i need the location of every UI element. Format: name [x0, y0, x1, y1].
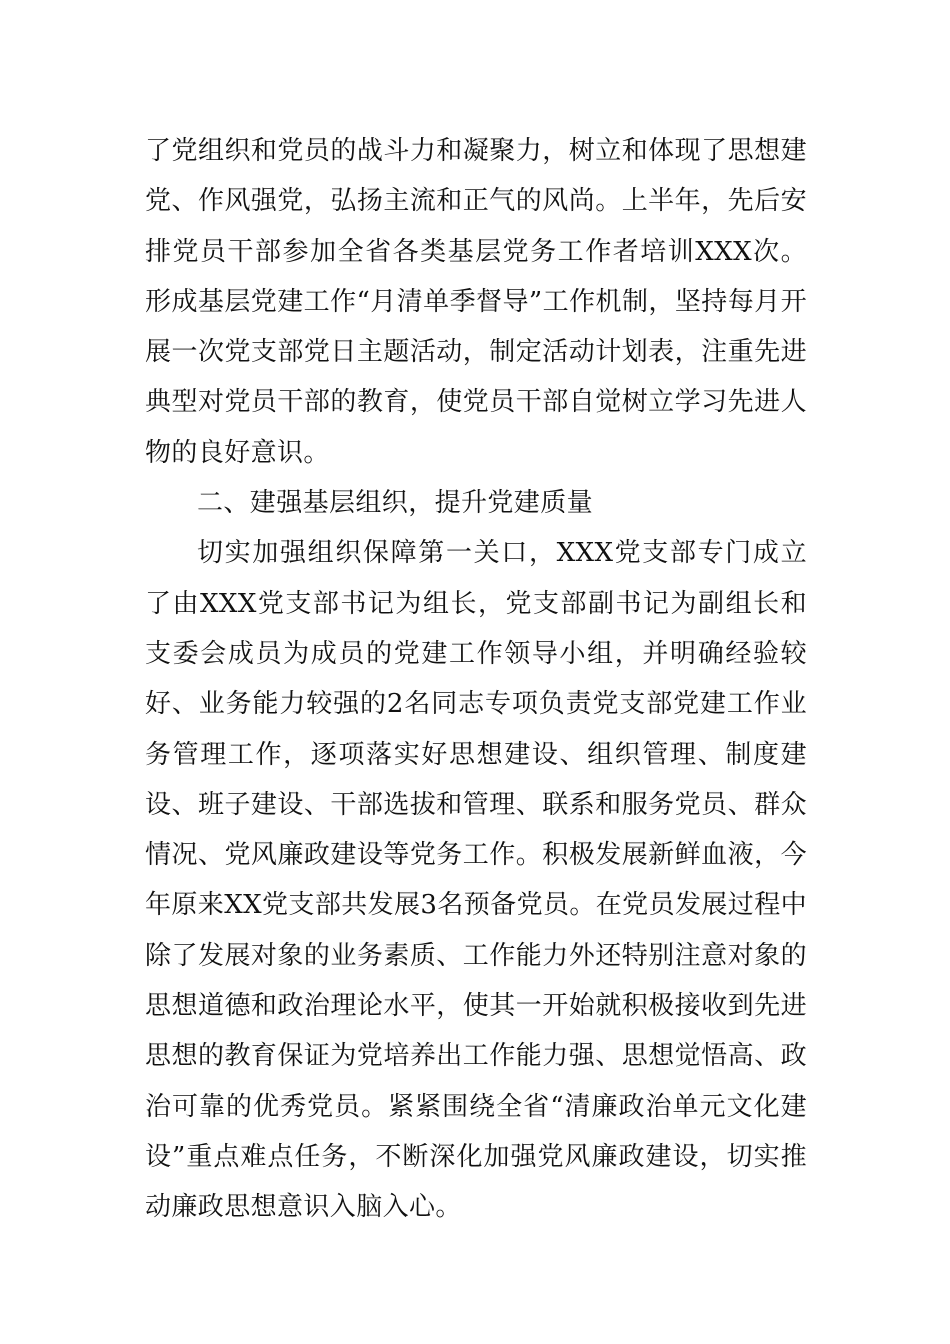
paragraph-continued: 了党组织和党员的战斗力和凝聚力，树立和体现了思想建党、作风强党，弘扬主流和正气的风尚。上半年，先后安排党员干部参加全省各类基层党务工作者培训XXX次。形成基层党建工作“月清单季督导”工作机制，坚持每月开展一次党支部党日主题活动，制定活动计划表，注重先进典型对党员干部的教育，使党员干部自觉树立学习先进人物的良好意识。 — [145, 136, 807, 468]
paragraph-section-body: 切实加强组织保障第一关口，XXX党支部专门成立了由XXX党支部书记为组长，党支部副书记为副组长和支委会成员为成员的党建工作领导小组，并明确经验较好、业务能力较强的2名同志专项负责党支部党建工作业务管理工作，逐项落实好思想建设、组织管理、制度建设、班子建设、干部选拔和管理、联系和服务党员、群众情况、党风廉政建设等党务工作。积极发展新鲜血液，今年原来XX党支部共发展3名预备党员。在党员发展过程中除了发展对象的业务素质、工作能力外还特别注意对象的思想道德和政治理论水平，使其一开始就积极接收到先进思想的教育保证为党培养出工作能力强、思想觉悟高、政治可靠的优秀党员。紧紧围绕全省“清廉政治单元文化建设”重点难点任务，不断深化加强党风廉政建设，切实推动廉政思想意识入脑入心。 — [145, 538, 807, 1223]
section-heading: 二、建强基层组织，提升党建质量 — [197, 488, 594, 519]
document-body — [145, 126, 807, 1233]
